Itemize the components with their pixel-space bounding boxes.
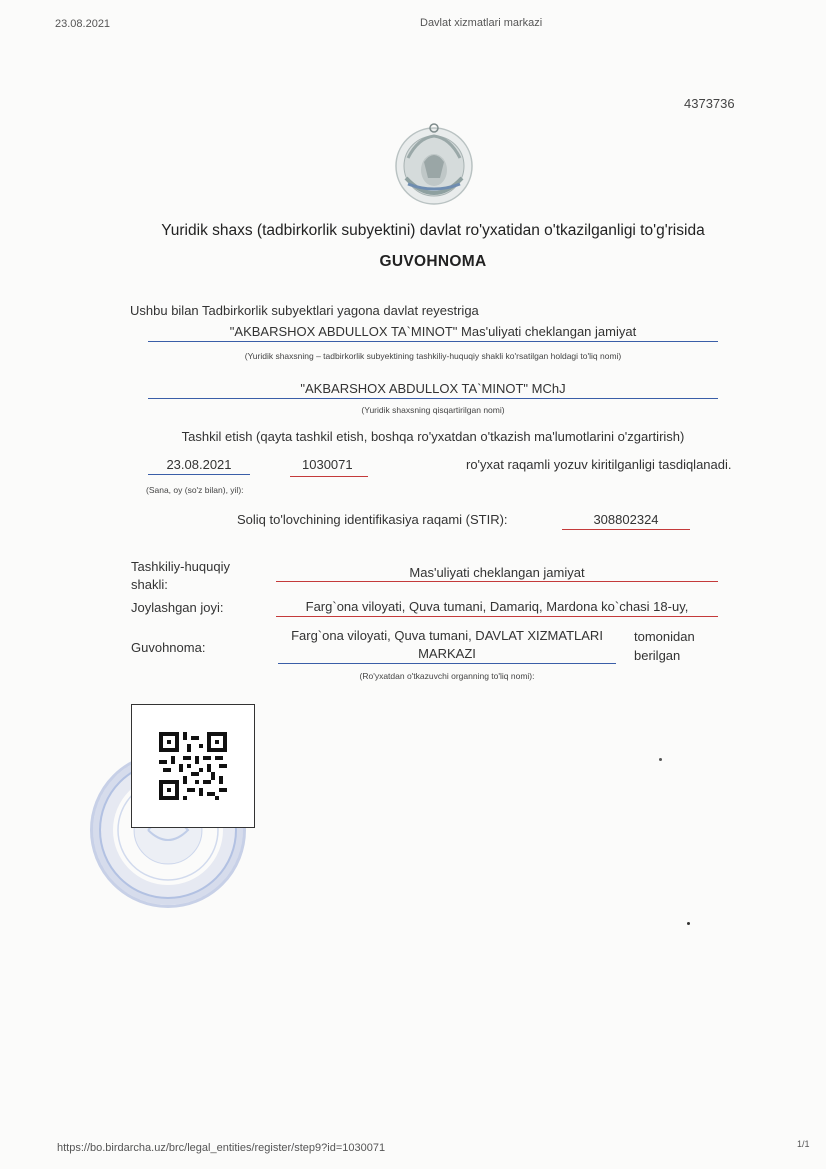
- registration-date-underline: [148, 474, 250, 475]
- qr-code-frame: [131, 704, 255, 828]
- footer-url: https://bo.birdarcha.uz/brc/legal_entities/register/step9?id=1030071: [57, 1142, 386, 1154]
- certificate-issuer-note: (Ro'yxatdan o'tkazuvchi organning to'liq nomi):: [359, 671, 535, 681]
- registration-number-underline: [290, 476, 368, 477]
- document-title: Yuridik shaxs (tadbirkorlik subyektini) davlat ro'yxatidan o'tkazilganligi to'g'risida: [161, 222, 705, 239]
- document-number: 4373736: [684, 96, 735, 111]
- certificate-label: Guvohnoma:: [131, 640, 206, 655]
- address-value: Farg`ona viloyati, Quva tumani, Damariq, Mardona ko`chasi 18-uy,: [305, 599, 689, 614]
- document-heading: GUVOHNOMA: [379, 253, 487, 270]
- certificate-suffix: tomonidan berilgan: [634, 629, 695, 663]
- certificate-issuer-value: Farg`ona viloyati, Quva tumani, DAVLAT XIZMATLARI MARKAZI: [291, 628, 603, 661]
- registration-confirm-text: ro'yxat raqamli yozuv kiritilganligi tasdiqlanadi.: [466, 457, 732, 472]
- registration-number: 1030071: [302, 457, 353, 472]
- short-name-note: (Yuridik shaxsning qisqartirilgan nomi): [361, 405, 505, 415]
- center-title: Davlat xizmatlari markazi: [420, 17, 543, 29]
- action-text: Tashkil etish (qayta tashkil etish, boshqa ro'yxatdan o'tkazish ma'lumotlarini o'zgartirish): [181, 429, 685, 444]
- full-name-value: "AKBARSHOX ABDULLOX TA`MINOT" Mas'uliyati cheklangan jamiyat: [229, 324, 637, 339]
- qr-code-icon: [159, 732, 227, 800]
- stir-label: Soliq to'lovchining identifikasiya raqami (STIR):: [237, 512, 508, 527]
- intro-text: Ushbu bilan Tadbirkorlik subyektlari yagona davlat reyestriga: [130, 303, 479, 318]
- full-name-note: (Yuridik shaxsning – tadbirkorlik subyektining tashkiliy-huquqiy shakli ko'rsatilgan holdagi to'liq nomi): [244, 351, 622, 361]
- print-date: 23.08.2021: [55, 18, 111, 30]
- full-name-underline: [148, 341, 718, 342]
- legal-form-underline: [276, 581, 718, 582]
- address-underline: [276, 616, 718, 617]
- address-label: Joylashgan joyi:: [131, 600, 224, 615]
- stir-underline: [562, 529, 690, 530]
- speck: [687, 922, 690, 925]
- date-note: (Sana, oy (so'z bilan), yil):: [146, 485, 244, 495]
- stir-value: 308802324: [593, 512, 659, 527]
- speck: [659, 758, 662, 761]
- footer-page: 1/1: [797, 1139, 810, 1149]
- certificate-issuer-underline: [278, 663, 616, 664]
- short-name-value: "AKBARSHOX ABDULLOX TA`MINOT" MChJ: [300, 381, 566, 396]
- legal-form-value: Mas'uliyati cheklangan jamiyat: [409, 565, 585, 580]
- registration-date: 23.08.2021: [166, 457, 232, 472]
- short-name-underline: [148, 398, 718, 399]
- legal-form-label: Tashkiliy-huquqiy shakli:: [131, 559, 230, 592]
- state-emblem-icon: [388, 118, 480, 210]
